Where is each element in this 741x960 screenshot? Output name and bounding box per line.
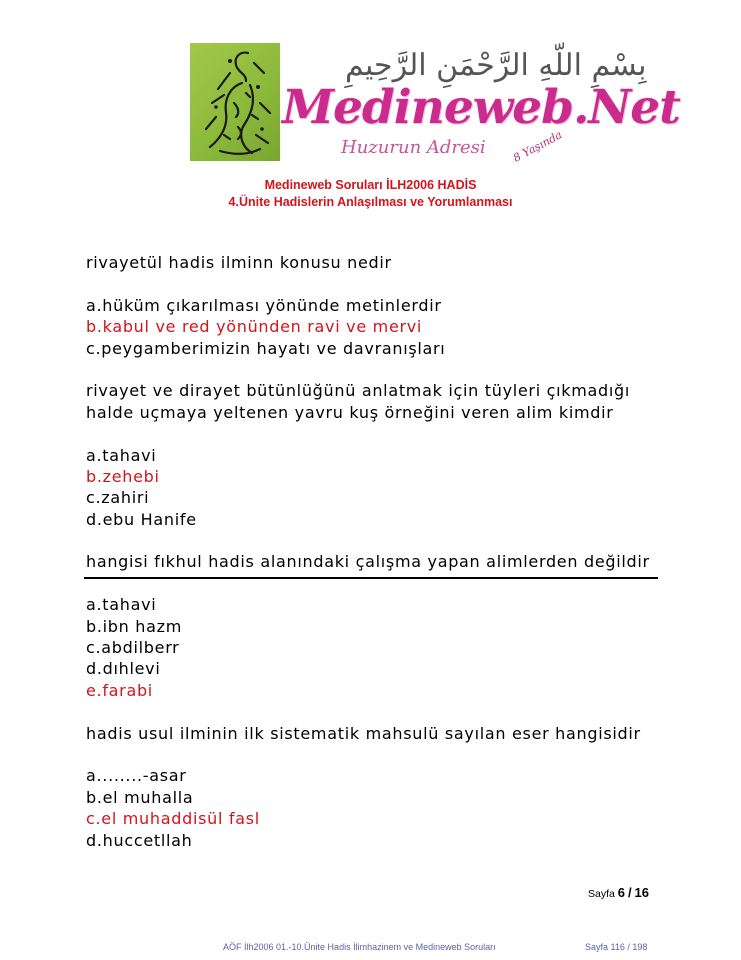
footer-page-count: Sayfa 116 / 198 [585,942,648,952]
question-text: rivayet ve dirayet bütünlüğünü anlatmak için tüyleri çıkmadığı [86,381,631,401]
age-badge: 8 Yaşında [511,128,565,165]
document-subtitle: 4.Ünite Hadislerin Anlaşılması ve Yorumlanması [228,195,513,209]
brand-name: Medineweb.Net [282,80,680,135]
page-number [588,885,649,900]
question-text: hangisi fıkhul hadis alanındaki çalışma yapan alimlerden değildir [86,552,650,572]
option-item-correct: e.farabi [86,680,153,700]
option-item-correct: c.el muhaddisül fasl [86,809,260,829]
spacer [86,701,666,722]
option-item: a.tahavi [86,445,157,465]
option-item: b.ibn hazm [86,616,182,636]
brand-tagline: Huzurun Adresi [341,137,486,158]
basmala-text: بِسْمِ اللّهِ الرَّحْمَنِ الرَّحِيمِ [345,48,647,83]
option-item: d.ebu Hanife [86,509,197,529]
horizontal-rule [84,577,658,579]
question-text: hadis usul ilminin ilk sistematik mahsulü sayılan eser hangisidir [86,723,641,743]
option-item-correct: b.kabul ve red yönünden ravi ve mervi [86,317,423,337]
spacer [86,744,666,765]
spacer [86,530,666,551]
option-item-correct: b.zehebi [86,466,160,486]
spacer [86,423,666,444]
option-item: d.huccetllah [86,830,193,850]
option-item: a........-asar [86,766,187,786]
option-item: c.peygamberimizin hayatı ve davranışları [86,338,446,358]
option-item: a.hüküm çıkarılması yönünde metinlerdir [86,295,442,315]
calligraphy-logo-icon [190,43,280,161]
page-number-separator: / [627,885,632,900]
page-number-total: 16 [634,885,649,900]
page-number-current: 6 [617,885,626,900]
spacer [86,359,666,380]
spacer [86,273,666,294]
question-text: halde uçmaya yeltenen yavru kuş örneğini veren alim kimdir [86,402,614,422]
option-item: c.zahiri [86,488,150,508]
option-item: d.dıhlevi [86,659,161,679]
footer-title: AÖF İlh2006 01.-10.Ünite Hadis İlimhazinem ve Medineweb Soruları [223,942,496,952]
option-item: b.el muhalla [86,787,194,807]
page-number-label: Sayfa [588,888,615,900]
question-list [86,252,666,851]
question-text: rivayetül hadis ilminn konusu nedir [86,253,392,272]
option-item: a.tahavi [86,595,157,615]
option-item: c.abdilberr [86,638,180,658]
document-title: Medineweb Soruları İLH2006 HADİS [264,178,477,192]
